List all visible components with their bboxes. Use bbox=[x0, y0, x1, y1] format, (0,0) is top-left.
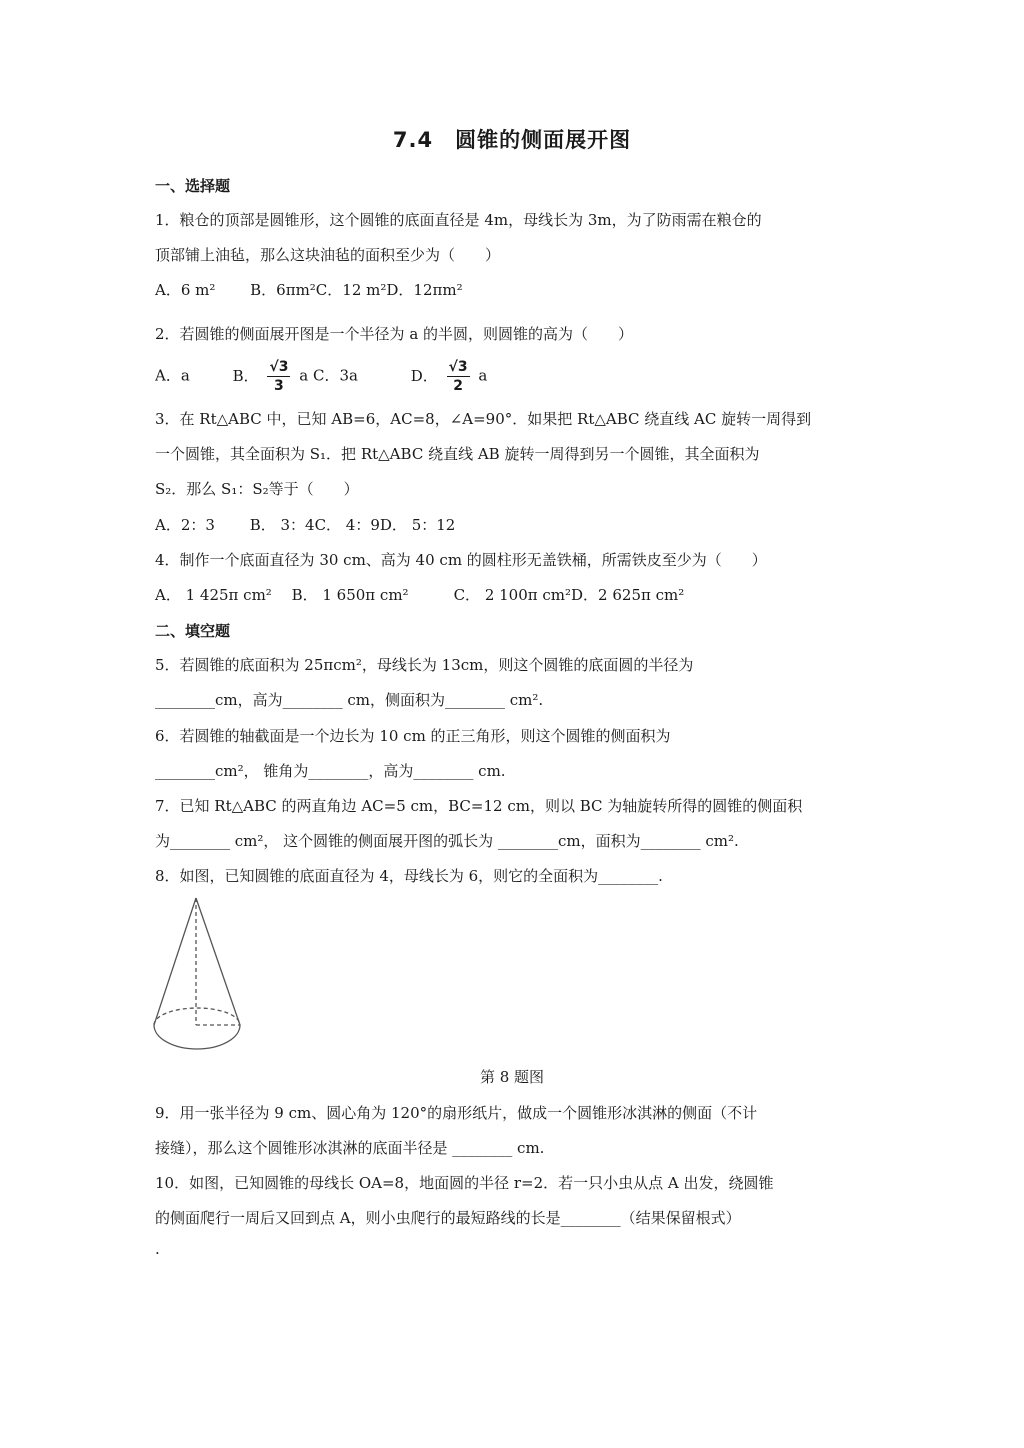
q6-text-line1: 6．若圆锥的轴截面是一个边长为 10 cm 的正三角形，则这个圆锥的侧面积为 bbox=[155, 727, 671, 745]
q3-text-line2: 一个圆锥，其全面积为 S₁．把 Rt△ABC 绕直线 AB 旋转一周得到另一个圆锥，其全面积为 bbox=[155, 445, 760, 463]
q9-text-line1: 9．用一张半径为 9 cm、圆心角为 120°的扇形纸片，做成一个圆锥形冰淇淋的侧面（不计 bbox=[155, 1104, 758, 1122]
section-choice-heading: 一、选择题 bbox=[155, 177, 231, 195]
q1-text-line1: 1．粮仓的顶部是圆锥形，这个圆锥的底面直径是 4m，母线长为 3m，为了防雨需在粮仓的 bbox=[155, 211, 762, 229]
q10-text-line3: . bbox=[155, 1240, 160, 1258]
fraction-numerator: √3 bbox=[448, 359, 468, 375]
cone-base-front-arc bbox=[154, 1025, 240, 1049]
q1-options: A．6 m² B．6πm²C．12 m²D．12πm² bbox=[155, 281, 463, 299]
q3-text-line3: S₂．那么 S₁：S₂等于（ ） bbox=[155, 480, 359, 498]
fraction-denominator: 2 bbox=[453, 378, 463, 394]
q2-option-d-label: D． bbox=[410, 366, 438, 385]
q5-text-line2: ________cm，高为________ cm，侧面积为________ cm². bbox=[155, 691, 544, 709]
q5-text-line1: 5．若圆锥的底面积为 25πcm²，母线长为 13cm，则这个圆锥的底面圆的半径为 bbox=[155, 656, 694, 674]
q10-text-line1: 10．如图，已知圆锥的母线长 OA=8，地面圆的半径 r=2．若一只小虫从点 A 出发，绕圆锥 bbox=[155, 1174, 774, 1192]
q2-option-c: a C．3a bbox=[299, 366, 358, 385]
q2-option-d-fraction bbox=[447, 358, 470, 395]
q3-options: A．2：3 B． 3：4C． 4：9D． 5：12 bbox=[155, 516, 456, 534]
cone-figure bbox=[148, 892, 248, 1054]
q2-options bbox=[155, 358, 487, 395]
q2-option-b-fraction bbox=[267, 358, 290, 395]
cone-base-back-arc bbox=[154, 1008, 240, 1025]
q2-option-b-label: B． bbox=[232, 366, 259, 385]
q2-text-line1: 2．若圆锥的侧面展开图是一个半径为 a 的半圆，则圆锥的高为（ ） bbox=[155, 325, 634, 343]
q3-text-line1: 3．在 Rt△ABC 中，已知 AB=6，AC=8，∠A=90°．如果把 Rt△ABC 绕直线 AC 旋转一周得到 bbox=[155, 410, 812, 428]
q6-text-line2: ________cm²， 锥角为________，高为________ cm. bbox=[155, 762, 506, 780]
q8-text-line1: 8．如图，已知圆锥的底面直径为 4，母线长为 6，则它的全面积为________. bbox=[155, 867, 663, 885]
section-fill-heading: 二、填空题 bbox=[155, 622, 231, 640]
q2-option-a: A．a bbox=[155, 366, 190, 385]
q7-text-line1: 7．已知 Rt△ABC 的两直角边 AC=5 cm，BC=12 cm，则以 BC 为轴旋转所得的圆锥的侧面积 bbox=[155, 797, 803, 815]
q4-text-line1: 4．制作一个底面直径为 30 cm、高为 40 cm 的圆柱形无盖铁桶，所需铁皮至少为（ ） bbox=[155, 551, 767, 569]
q9-text-line2: 接缝），那么这个圆锥形冰淇淋的底面半径是 ________ cm. bbox=[155, 1139, 545, 1157]
fraction-denominator: 3 bbox=[274, 378, 284, 394]
fraction-numerator: √3 bbox=[269, 359, 289, 375]
q4-options: A． 1 425π cm² B． 1 650π cm² C． 2 100π cm²D．2 625π cm² bbox=[155, 586, 685, 604]
q2-option-d-tail: a bbox=[478, 366, 488, 385]
cone-slant-left bbox=[154, 898, 196, 1025]
q7-text-line2: 为________ cm²， 这个圆锥的侧面展开图的弧长为 ________cm，面积为________ cm². bbox=[155, 832, 739, 850]
cone-slant-right bbox=[196, 898, 240, 1025]
figure-caption: 第 8 题图 bbox=[479, 1068, 545, 1086]
q10-text-line2: 的侧面爬行一周后又回到点 A，则小虫爬行的最短路线的长是________（结果保留根式） bbox=[155, 1209, 741, 1227]
page-title: 7.4 圆锥的侧面展开图 bbox=[392, 128, 632, 152]
q1-text-line2: 顶部铺上油毡，那么这块油毡的面积至少为（ ） bbox=[155, 246, 501, 264]
